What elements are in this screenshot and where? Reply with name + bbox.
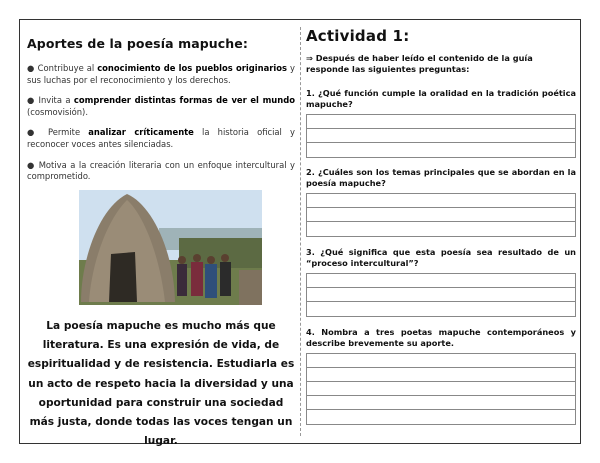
answer-area[interactable]: [306, 353, 576, 425]
answer-line[interactable]: [307, 368, 575, 382]
question-1: [306, 88, 576, 158]
bullet-item: ● Motiva a la creación literaria con un enfoque intercultural y comprometido.: [27, 159, 295, 182]
answer-line[interactable]: [307, 302, 575, 316]
bullet-icon: ●: [27, 127, 40, 138]
question-text: 1. ¿Qué función cumple la oralidad en la tradición poética mapuche?: [306, 88, 576, 109]
question-3: [306, 247, 576, 317]
answer-line[interactable]: [307, 354, 575, 368]
question-text: 3. ¿Qué significa que esta poesía sea resultado de un “proceso intercultural”?: [306, 247, 576, 268]
ruka-illustration: [79, 190, 262, 305]
section-title: Aportes de la poesía mapuche:: [27, 36, 248, 51]
question-text: 4. Nombra a tres poetas mapuche contemporáneos y describe brevemente su aporte.: [306, 327, 576, 348]
answer-line[interactable]: [307, 208, 575, 222]
column-divider: [300, 27, 301, 436]
answer-area[interactable]: [306, 273, 576, 317]
question-2: [306, 167, 576, 237]
answer-line[interactable]: [307, 115, 575, 129]
answer-line[interactable]: [307, 382, 575, 396]
bullet-icon: ●: [27, 95, 36, 106]
bullet-item: ● Permite analizar críticamente la historia oficial y reconocer voces antes silenciadas.: [27, 127, 295, 149]
bullet-item: ● Invita a comprender distintas formas de ver el mundo (cosmovisión).: [27, 95, 295, 117]
answer-line[interactable]: [307, 396, 575, 410]
question-text: 2. ¿Cuáles son los temas principales que se abordan en la poesía mapuche?: [306, 167, 576, 188]
answer-area[interactable]: [306, 114, 576, 158]
answer-line[interactable]: [307, 222, 575, 236]
bullet-icon: ●: [27, 63, 35, 73]
instruction-text: ⇒ Después de haber leído el contenido de la guía responde las siguientes preguntas:: [306, 53, 533, 74]
bullet-item: ● Contribuye al conocimiento de los pueblos originarios y sus luchas por el reconocimiento y los derechos.: [27, 63, 295, 85]
answer-area[interactable]: [306, 193, 576, 237]
answer-line[interactable]: [307, 274, 575, 288]
answer-line[interactable]: [307, 410, 575, 424]
answer-line[interactable]: [307, 129, 575, 143]
right-column: [306, 27, 576, 87]
question-4: [306, 327, 576, 425]
ruka-photo: [79, 190, 262, 305]
activity-title: Actividad 1:: [306, 27, 410, 45]
answer-line[interactable]: [307, 143, 575, 157]
closing-paragraph: La poesía mapuche es mucho más que literatura. Es una expresión de vida, de espiritualidad y de resistencia. Estudiarla es un acto de respeto hacia la diversidad y una oportunidad para construir una sociedad más justa, donde todas las voces tengan un lugar.: [27, 320, 295, 448]
answer-line[interactable]: [307, 194, 575, 208]
bullet-icon: ●: [27, 159, 36, 170]
answer-line[interactable]: [307, 288, 575, 302]
left-column: [27, 30, 295, 192]
